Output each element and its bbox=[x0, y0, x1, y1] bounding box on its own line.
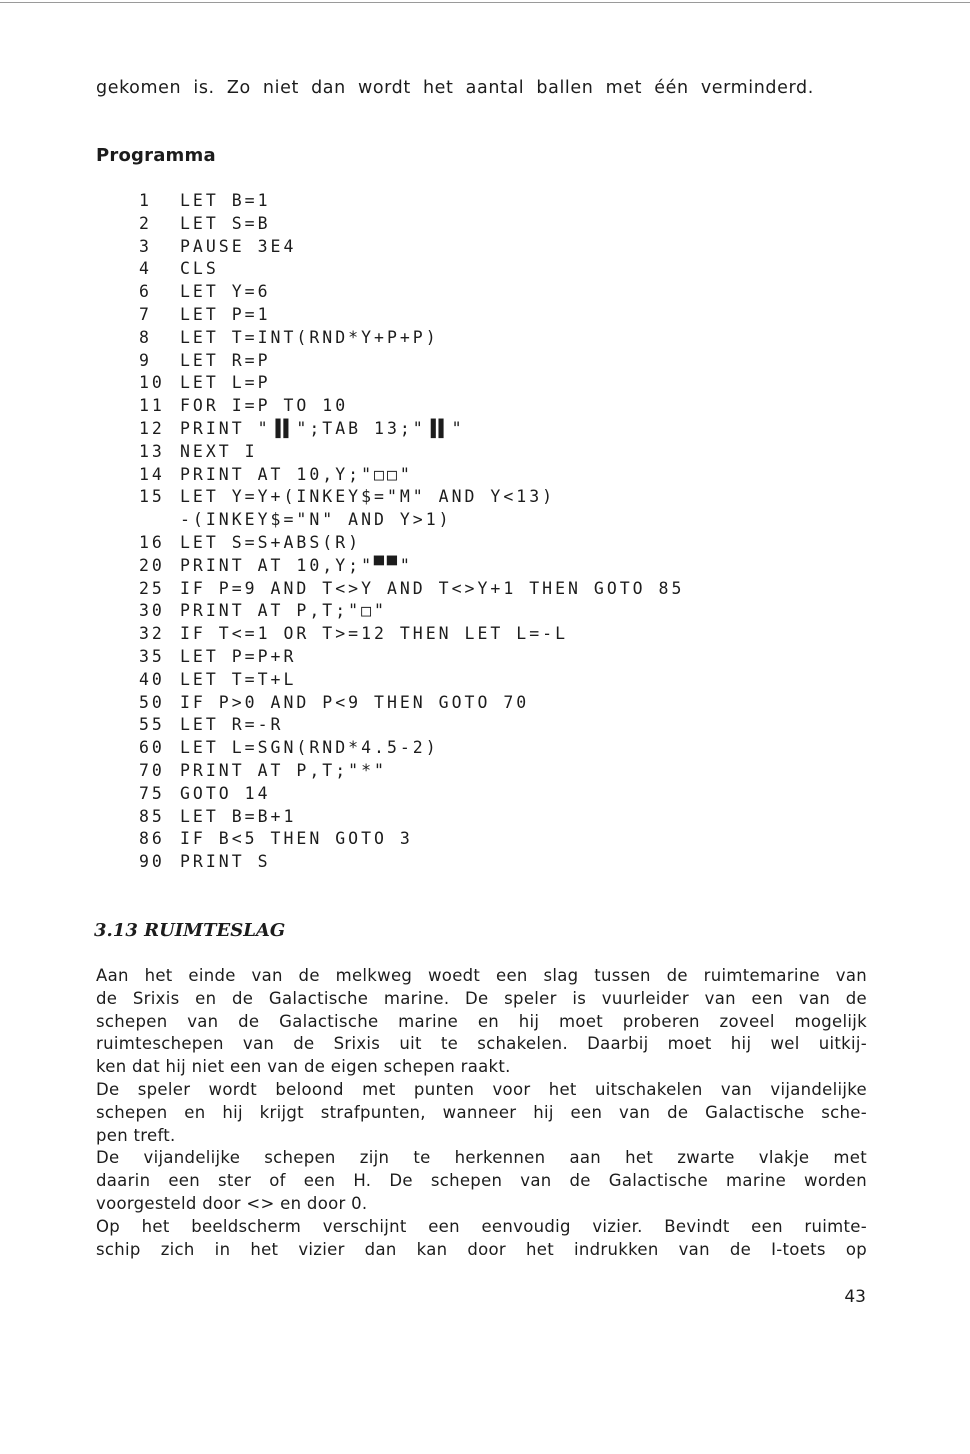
body-line: De vijandelijke schepen zijn te herkennen aan het zwarte vlakje met bbox=[96, 1148, 867, 1168]
line-number: 50 bbox=[139, 692, 165, 712]
line-code: LET T=T+L bbox=[180, 669, 297, 689]
line-number: 40 bbox=[139, 669, 165, 689]
code-line bbox=[139, 532, 839, 555]
intro-paragraph: gekomen is. Zo niet dan wordt het aantal ballen met één verminderd. bbox=[96, 78, 814, 98]
line-number: 30 bbox=[139, 601, 165, 621]
line-code: LET P=1 bbox=[180, 304, 271, 324]
line-code: LET R=-R bbox=[180, 715, 284, 735]
body-line: Op het beeldscherm verschijnt een eenvoudig vizier. Bevindt een ruimte- bbox=[96, 1216, 867, 1236]
code-line bbox=[139, 372, 839, 395]
line-number: 4 bbox=[139, 259, 152, 279]
line-number: 3 bbox=[139, 236, 152, 256]
line-code: LET Y=Y+(INKEY$="M" AND Y<13) bbox=[180, 487, 556, 507]
code-line bbox=[139, 714, 839, 737]
line-number: 11 bbox=[139, 396, 165, 416]
program-listing bbox=[139, 190, 839, 874]
code-line bbox=[139, 737, 839, 760]
page-number: 43 bbox=[844, 1287, 866, 1307]
body-line: voorgesteld door <> en door 0. bbox=[96, 1193, 368, 1213]
line-code: LET L=P bbox=[180, 373, 271, 393]
line-number: 20 bbox=[139, 555, 165, 575]
line-code: PRINT S bbox=[180, 852, 271, 872]
line-number: 12 bbox=[139, 418, 165, 438]
code-line bbox=[139, 669, 839, 692]
line-code: IF B<5 THEN GOTO 3 bbox=[180, 829, 413, 849]
line-number: 32 bbox=[139, 624, 165, 644]
line-number: 6 bbox=[139, 282, 152, 302]
line-number: 8 bbox=[139, 327, 152, 347]
line-number: 1 bbox=[139, 191, 152, 210]
line-code: LET T=INT(RND*Y+P+P) bbox=[180, 327, 439, 347]
body-line: de Srixis en de Galactische marine. De speler is vuurleider van een van de bbox=[96, 988, 867, 1008]
line-code: GOTO 14 bbox=[180, 783, 271, 803]
line-code: PRINT AT P,T;"*" bbox=[180, 760, 387, 780]
code-line bbox=[139, 760, 839, 783]
code-line bbox=[139, 828, 839, 851]
line-number: 90 bbox=[139, 852, 165, 872]
code-line bbox=[139, 600, 839, 623]
line-code: LET Y=6 bbox=[180, 282, 271, 302]
line-number: 14 bbox=[139, 464, 165, 484]
line-number: 9 bbox=[139, 350, 152, 370]
code-line bbox=[139, 851, 839, 874]
body-line: Aan het einde van de melkweg woedt een slag tussen de ruimtemarine van bbox=[96, 966, 867, 985]
line-number: 25 bbox=[139, 578, 165, 598]
line-number: 55 bbox=[139, 715, 165, 735]
body-line: schip zich in het vizier dan kan door het indrukken van de I-toets op bbox=[96, 1239, 867, 1259]
line-code: IF P=9 AND T<>Y AND T<>Y+1 THEN GOTO 85 bbox=[180, 578, 685, 598]
body-line: schepen van de Galactische marine en hij moet proberen zoveel mogelijk bbox=[96, 1011, 867, 1031]
code-line bbox=[139, 304, 839, 327]
code-line bbox=[139, 806, 839, 829]
body-line: schepen en hij krijgt strafpunten, wanneer hij een van de Galactische sche- bbox=[96, 1102, 867, 1122]
line-number: 16 bbox=[139, 532, 165, 552]
line-code: IF P>0 AND P<9 THEN GOTO 70 bbox=[180, 692, 530, 712]
code-line bbox=[139, 350, 839, 373]
code-line bbox=[139, 418, 839, 441]
code-line bbox=[139, 623, 839, 646]
code-line bbox=[139, 509, 839, 532]
code-line bbox=[139, 441, 839, 464]
body-line: ruimteschepen van de Srixis uit te schakelen. Daarbij moet hij wel uitkij- bbox=[96, 1034, 867, 1054]
line-code: CLS bbox=[180, 259, 219, 279]
body-line: daarin een ster of een H. De schepen van de Galactische marine worden bbox=[96, 1171, 867, 1191]
line-number: 10 bbox=[139, 373, 165, 393]
line-number: 86 bbox=[139, 829, 165, 849]
body-line: pen treft. bbox=[96, 1125, 176, 1145]
line-number: 35 bbox=[139, 646, 165, 666]
program-heading: Programma bbox=[96, 145, 216, 166]
line-code: FOR I=P TO 10 bbox=[180, 396, 349, 416]
line-code: LET P=P+R bbox=[180, 646, 297, 666]
line-code: -(INKEY$="N" AND Y>1) bbox=[180, 510, 452, 530]
code-line bbox=[139, 327, 839, 350]
line-code: LET S=B bbox=[180, 213, 271, 233]
code-line bbox=[139, 692, 839, 715]
line-code: PAUSE 3E4 bbox=[180, 236, 297, 256]
line-code: LET B=1 bbox=[180, 191, 271, 210]
code-line bbox=[139, 213, 839, 236]
code-line bbox=[139, 578, 839, 601]
section-body-text bbox=[96, 965, 867, 1261]
code-line bbox=[139, 646, 839, 669]
body-line: ken dat hij niet een van de eigen schepen raakt. bbox=[96, 1057, 511, 1077]
code-line bbox=[139, 555, 839, 578]
code-line bbox=[139, 236, 839, 259]
body-line: De speler wordt beloond met punten voor het uitschakelen van vijandelijke bbox=[96, 1079, 867, 1099]
line-number: 2 bbox=[139, 213, 152, 233]
line-code: LET B=B+1 bbox=[180, 806, 297, 826]
line-code: NEXT I bbox=[180, 441, 258, 461]
line-code: PRINT AT 10,Y;"□□" bbox=[180, 464, 413, 484]
code-line bbox=[139, 281, 839, 304]
line-code: IF T<=1 OR T>=12 THEN LET L=-L bbox=[180, 624, 569, 644]
line-number: 7 bbox=[139, 304, 152, 324]
line-code: PRINT AT 10,Y;"▀▀" bbox=[180, 555, 413, 575]
code-line bbox=[139, 258, 839, 281]
line-code: PRINT "▐▌";TAB 13;"▐▌" bbox=[180, 418, 465, 438]
section-heading: 3.13 RUIMTESLAG bbox=[94, 920, 286, 941]
line-number: 85 bbox=[139, 806, 165, 826]
code-line bbox=[139, 486, 839, 509]
line-code: PRINT AT P,T;"□" bbox=[180, 601, 387, 621]
code-line bbox=[139, 464, 839, 487]
line-code: LET R=P bbox=[180, 350, 271, 370]
line-code: LET L=SGN(RND*4.5-2) bbox=[180, 738, 439, 758]
line-number: 15 bbox=[139, 487, 165, 507]
line-code: LET S=S+ABS(R) bbox=[180, 532, 362, 552]
page-top-rule bbox=[0, 2, 970, 3]
line-number: 70 bbox=[139, 760, 165, 780]
line-number: 60 bbox=[139, 738, 165, 758]
line-number: 75 bbox=[139, 783, 165, 803]
code-line bbox=[139, 190, 839, 213]
code-line bbox=[139, 395, 839, 418]
line-number: 13 bbox=[139, 441, 165, 461]
code-line bbox=[139, 783, 839, 806]
